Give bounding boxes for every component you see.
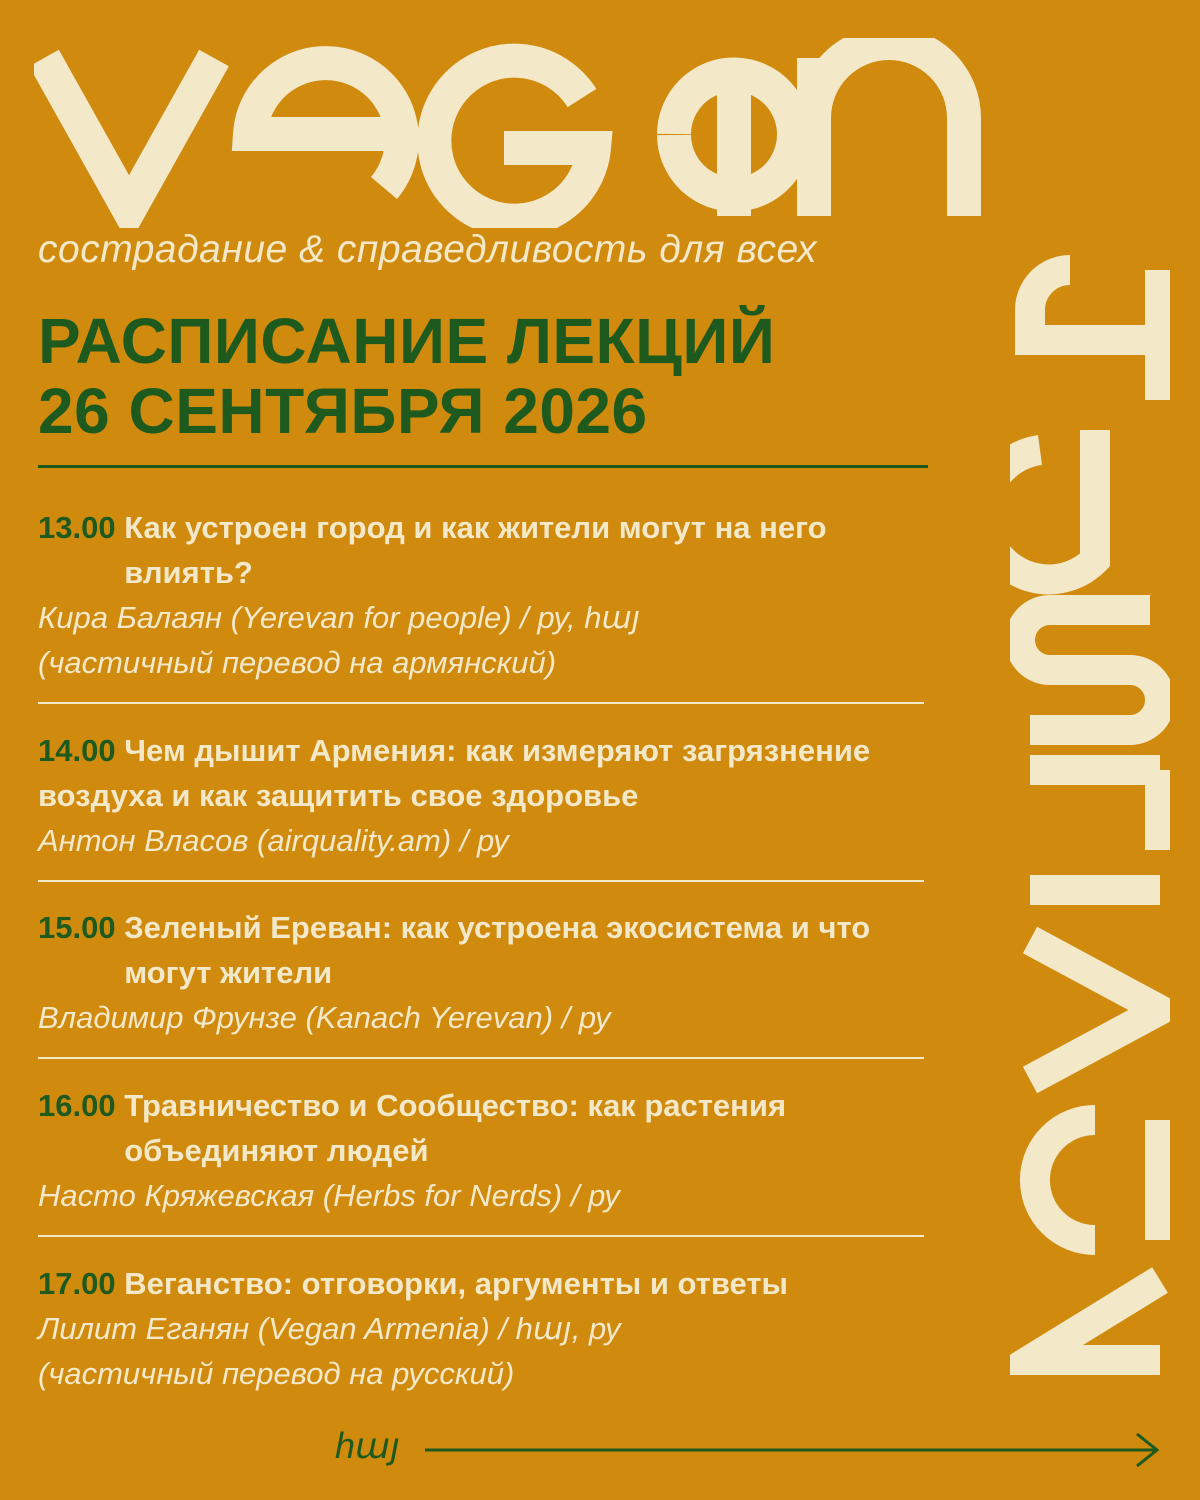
lecture-time: 15.00 bbox=[38, 910, 116, 945]
arrow-right-icon[interactable] bbox=[425, 1430, 1165, 1470]
lecture-title: Веганство: отговорки, аргументы и ответы bbox=[124, 1266, 788, 1301]
title-divider bbox=[38, 465, 928, 468]
lecture-title: Зеленый Ереван: как устроена экосистема и что могут жители bbox=[124, 910, 871, 990]
lecture-speaker: Владимир Фрунзе (Kanach Yerevan) / ру bbox=[38, 1000, 611, 1035]
lecture-item bbox=[38, 505, 998, 685]
page-title bbox=[38, 306, 775, 446]
lecture-speaker: Лилит Еганян (Vegan Armenia) / hայ, ру bbox=[38, 1311, 621, 1346]
divider bbox=[38, 1057, 924, 1059]
next-page-label[interactable]: hայ bbox=[335, 1425, 401, 1466]
lecture-title: Как устроен город и как жители могут на него влиять? bbox=[124, 510, 827, 590]
divider bbox=[38, 880, 924, 882]
lecture-speaker: Антон Власов (airquality.am) / ру bbox=[38, 823, 509, 858]
lecture-title: Травничество и Сообщество: как растения объединяют людей bbox=[124, 1088, 787, 1168]
lecture-speaker: Кира Балаян (Yerevan for people) / ру, hայ bbox=[38, 600, 641, 635]
title-line-1: РАСПИСАНИЕ ЛЕКЦИЙ bbox=[38, 305, 776, 377]
lecture-note: (частичный перевод на русский) bbox=[38, 1356, 515, 1391]
lecture-title: Чем дышит Армения: как измеряют загрязнение воздуха и как защитить свое здоровье bbox=[38, 733, 871, 813]
divider bbox=[38, 1235, 924, 1237]
lecture-time: 16.00 bbox=[38, 1088, 116, 1123]
divider bbox=[38, 702, 924, 704]
lecture-speaker: Насто Кряжевская (Herbs for Nerds) / ру bbox=[38, 1178, 620, 1213]
festival-logo bbox=[1010, 250, 1170, 1380]
lecture-item bbox=[38, 905, 998, 1040]
lecture-note: (частичный перевод на армянский) bbox=[38, 645, 557, 680]
lecture-item bbox=[38, 1083, 998, 1218]
lecture-time: 13.00 bbox=[38, 510, 116, 545]
lecture-time: 14.00 bbox=[38, 733, 116, 768]
lecture-item bbox=[38, 728, 998, 863]
tagline: сострадание & справедливость для всех bbox=[38, 228, 817, 271]
lecture-time: 17.00 bbox=[38, 1266, 116, 1301]
vegan-logo bbox=[34, 38, 1014, 228]
lecture-item bbox=[38, 1261, 998, 1396]
title-line-2: 26 СЕНТЯБРЯ 2026 bbox=[38, 375, 648, 447]
